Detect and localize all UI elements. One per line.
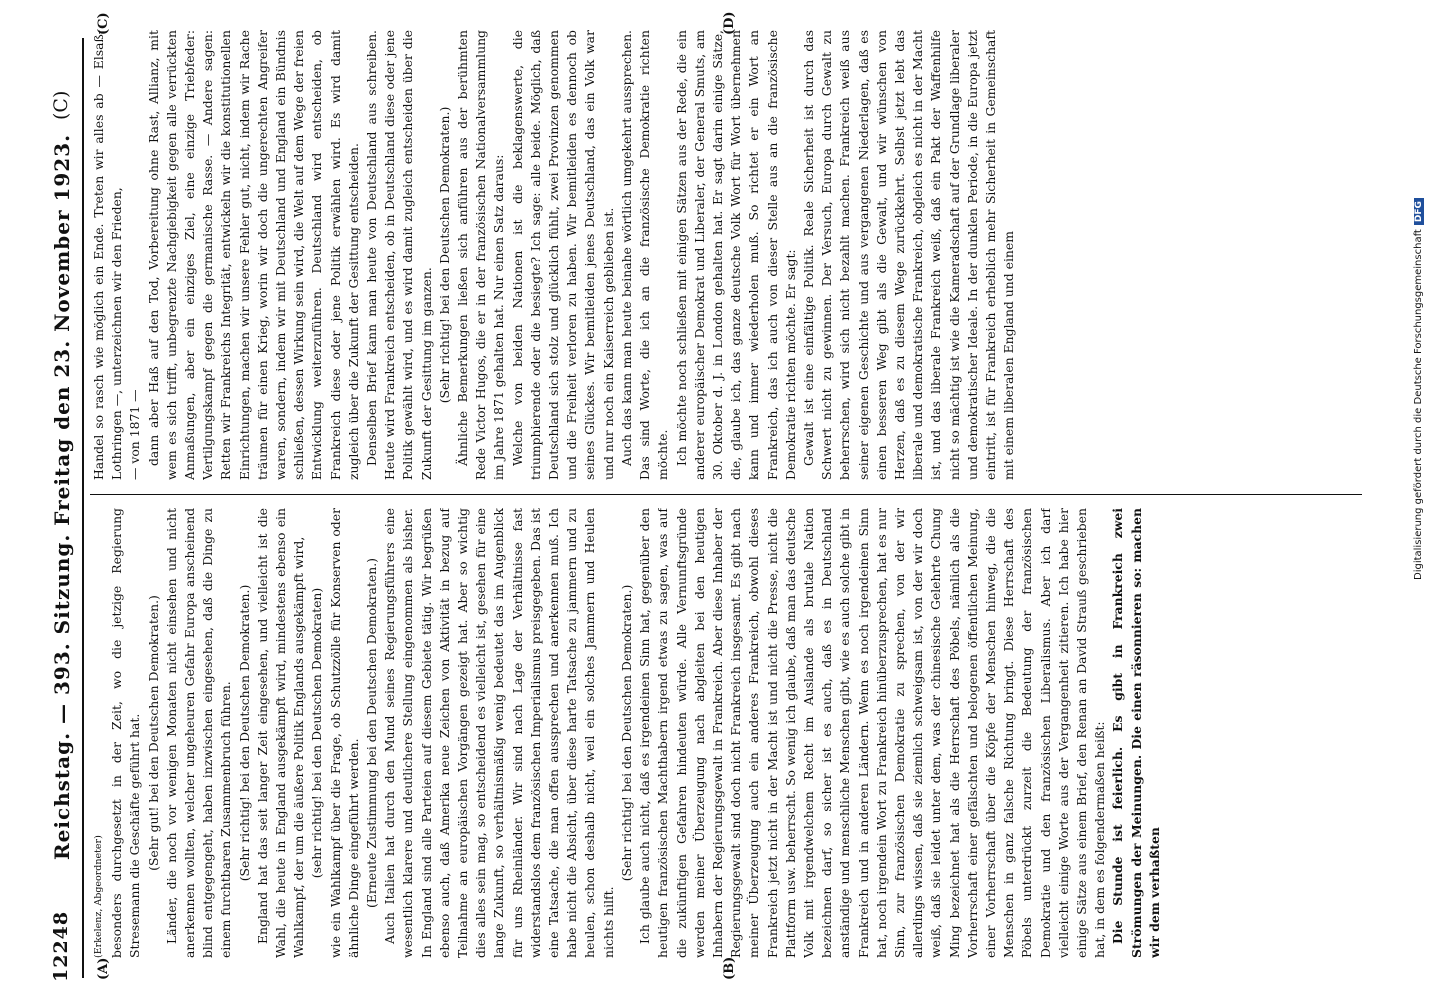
right-column xyxy=(90,30,1352,480)
margin-marker-b: (B) xyxy=(722,956,737,980)
paragraph: (Erneute Zustimmung bei den Deutschen Demokraten.) xyxy=(364,557,380,909)
dfg-logo: DFG xyxy=(1414,198,1424,225)
page-header-title: Reichstag. — 393. Sitzung. Freitag den 23. November 1923. xyxy=(50,133,74,860)
paragraph: (Sehr richtig! bei den Deutschen Demokraten.) xyxy=(618,584,634,882)
paragraph: Länder, die noch vor wenigen Monaten nicht einsehen und nicht anerkennen wollten, welcher ungeheuren Gefahr Europa anscheinend blind entgegengeht, haben inzwischen eingesehen, daß die Dinge zu einem furchtbaren Zusammenbruch führen. xyxy=(163,508,234,958)
paragraph: Welche von beiden Nationen ist die beklagenswerte, die triumphierende oder die besiegte? Ich sage: alle beide. Möglich, daß Deutschland sich stolz und glücklich fühlt, zwei Provinzen genommen und die Freiheit verloren zu haben. Wir bemitleiden es dennoch ob seines Glückes. Wir bemitleiden jenes Deutschland, das ein Volk war und nur noch ein Kaiserreich geblieben ist. xyxy=(509,30,616,480)
paragraph: besonders durchgesetzt in der Zeit, wo die jetzige Regierung Stresemann die Geschäfte geführt hat. xyxy=(109,508,143,958)
margin-marker-d: (D) xyxy=(722,11,737,35)
paragraph: Denselben Brief kann man heute von Deutschland aus schreiben. Heute wird Frankreich entscheiden, ob in Deutschland diese oder jene Politik gewählt wird, und es wird damit zugleich entscheiden über die Zukunft der Gesittung im ganzen. xyxy=(364,30,434,480)
paragraph: wie ein Wahlkampf über die Frage, ob Schutzzölle für Konserven oder ähnliche Dinge eingeführt werden. xyxy=(327,508,361,958)
paragraph: Auch das kann man heute beinahe wörtlich umgekehrt aussprechen. Das sind Worte, die ich an die französische Demokratie richten möchte. xyxy=(618,30,671,480)
paragraph: — von 1871 — xyxy=(127,389,143,480)
paragraph: Die Stunde ist feierlich. Es gibt in Frankreich zwei Strömungen der Meinungen. Die einen räsonnieren so: machen wir dem verhaßten xyxy=(1110,508,1162,958)
paragraph: dann aber Haß auf den Tod, Vorbereitung ohne Rast, Allianz, mit wem es sich trifft, unbegrenzte Nachgiebigkeit gegen alle verrückten Anmaßungen, aber ein einziges Ziel, eine einzige Triebfeder: Vertilgungskampf gegen die germanische Rasse. — Andere sagen: Retten wir Frankreichs Integrität, entwickeln wir die konstitutionellen Einrichtungen, machen wir unsere Fehler gut, nicht, indem wir Rache träumen für einen Krieg, worin wir doch die ungerechten Angreifer waren, sondern, indem wir mit Deutschland und England ein Bündnis schließen, dessen Wirkung sein wird, die Welt auf dem Wege der freien Entwicklung weiterzuführen. Deutschland wird entscheiden, ob Frankreich diese oder jene Politik erwählen wird. Es wird damit zugleich über die Zukunft der Gesittung entscheiden. xyxy=(145,30,361,480)
header-rule xyxy=(82,38,84,978)
paragraph: England hat das seit langer Zeit eingesehen, und vielleicht ist die Wahl, die heute in England ausgekämpft wird, mindestens ebenso ein Wahlkampf, der um die äußere Politik Englands ausgekämpft wird, xyxy=(254,508,307,958)
paragraph: Ich glaube auch nicht, daß es irgendeinen Sinn hat, gegenüber den heutigen französischen Machthabern irgend etwas zu sagen, was auf die zukünftigen Gefahren hindeuten würde. Alle Vernunftsgründe werden meiner Überzeugung nach abgleiten bei den heutigen Inhabern der Regierungsgewalt in Frankreich. Aber diese Inhaber der Regierungsgewalt sind doch nicht Frankreich insgesamt. Es gibt nach meiner Überzeugung auch ein anderes Frankreich, obwohl dieses Frankreich jetzt nicht in der Macht ist und nicht die Presse, nicht die Plattform usw. beherrscht. So wenig ich glaube, daß man das deutsche Volk mit irgendwelchem Recht im Auslande als brutale Nation bezeichnen darf, so sicher ist es auch, daß es in Deutschland anständige und menschliche Menschen gibt, wie es auch solche gibt in Frankreich und in anderen Ländern. Wenn es noch irgendeinen Sinn hat, noch irgendein Wort zu Frankreich hinüberzusprechen, hat es nur Sinn, zur französischen Demokratie zu sprechen, von der wir allerdings wissen, daß sie ziemlich schweigsam ist, von der wir doch weiß, daß sie leidet unter dem, was der chinesische Gelehrte Chung Ming bezeichnet hat als die Herrschaft des Pöbels, nämlich als die Vorherrschaft einer gefälschten und belogenen öffentlichen Meinung, einer Vorherrschaft über die Köpfe der Menschen hinweg, die die Menschen in ganz falsche Richtung bringt. Diese Herrschaft des Pöbels unterdrückt zurzeit die Bedeutung der französischen Demokratie und den französischen Liberalismus. Aber ich darf vielleicht einige Worte aus der Vergangenheit zitieren. Ich habe hier einige Sätze aus einem Brief, den Renan an David Strauß geschrieben hat, in dem es folgendermaßen heißt: xyxy=(637,508,1108,958)
margin-marker-a: (A) xyxy=(96,957,111,980)
paragraph: Ähnliche Bemerkungen ließen sich anführen aus der berühmten Rede Victor Hugos, die er in der französischen Nationalversammlung im Jahre 1871 gehalten hat. Nur einen Satz daraus: xyxy=(455,30,507,480)
column-divider xyxy=(90,494,1362,495)
margin-letter-top: (C) xyxy=(50,90,72,120)
paragraph: Auch Italien hat durch den Mund seines Regierungsführers eine wesentlich klarere und deutlichere Stellung eingenommen als bisher. In England sind alle Parteien auf diesem Gebiete tätig. Wir begrüßen ebenso auch, daß Amerika neue Zeichen von Aktivität in bezug auf Teilnahme an europäischen Vorgängen gezeigt hat. Aber so wichtig dies alles sein mag, so entscheidend es vielleicht ist, gesehen für eine lange Zukunft, so verhältnismäßig wenig bedeutet das im Augenblick für uns Rheinländer. Wir sind nach Lage der Verhältnisse fast widerstandslos dem französischen Imperialismus preisgegeben. Das ist eine Tatsache, die man offen aussprechen und anerkennen muß. Ich habe nicht die Absicht, über diese harte Tatsache zu jammern und zu heulen, schon deshalb nicht, weil ein solches Jammern und Heulen nichts hilft. xyxy=(382,508,616,958)
digitization-text: Digitalisierung gefördert durch die Deutsche Forschungsgemeinschaft xyxy=(1413,229,1424,580)
digitization-note xyxy=(1413,10,1424,580)
paragraph: Ich möchte noch schließen mit einigen Sätzen aus der Rede, die ein anderer europäischer Demokrat und Liberaler, der General Smuts, am 30. Oktober d. J. in London gehalten hat. Er sagt darin einige Sätze, die, glaube ich, das ganze deutsche Volk Wort für Wort übernehmen kann und immer wiederholen muß. So richtet er ein Wort an Frankreich, das ich auch von dieser Stelle aus an die französische Demokratie richten möchte. Er sagt: xyxy=(673,30,798,480)
margin-marker-c: (C) xyxy=(96,12,111,35)
paragraph: (Sehr gut! bei den Deutschen Demokraten.) xyxy=(145,595,161,871)
paragraph: (Sehr richtig! bei den Deutschen Demokraten.) xyxy=(236,584,252,882)
paragraph: Handel so rasch wie möglich ein Ende. Treten wir alles ab — Elsaß-Lothringen —, unterzeichnen wir den Frieden, xyxy=(91,30,125,480)
paragraph: (Erkelenz, Abgeordneter) xyxy=(93,835,104,958)
paragraph: Gewalt ist eine einfältige Politik. Reale Sicherheit ist durch das Schwert nicht zu gewinnen. Der Versuch, Europa durch Gewalt zu beherrschen, wird sich nicht bezahlt machen. Frankreich weiß aus seiner eigenen Geschichte und aus vergangenen Niederlagen, daß es einen besseren Weg gibt als die Gewalt, und wir wünschen von Herzen, daß es zu diesem Wege zurückkehrt. Selbst jetzt lebt das liberale und demokratische Frankreich, obgleich es nicht in der Macht ist, und das liberale Frankreich weiß, daß ein Pakt der Waffenhilfe nicht so mächtig ist wie die Kameradschaft auf der Grundlage liberaler und demokratischer Ideale. In der dunklen Periode, in die Europa jetzt eintritt, ist für Frankreich erheblich mehr Sicherheit in Gemeinschaft mit einem liberalen England und einem xyxy=(800,30,1017,480)
paragraph: (Sehr richtig! bei den Deutschen Demokraten.) xyxy=(436,106,452,404)
left-column xyxy=(90,508,1352,958)
paragraph: (sehr richtig! bei den Deutschen Demokraten) xyxy=(309,587,325,879)
page-number: 12248 xyxy=(50,910,72,982)
